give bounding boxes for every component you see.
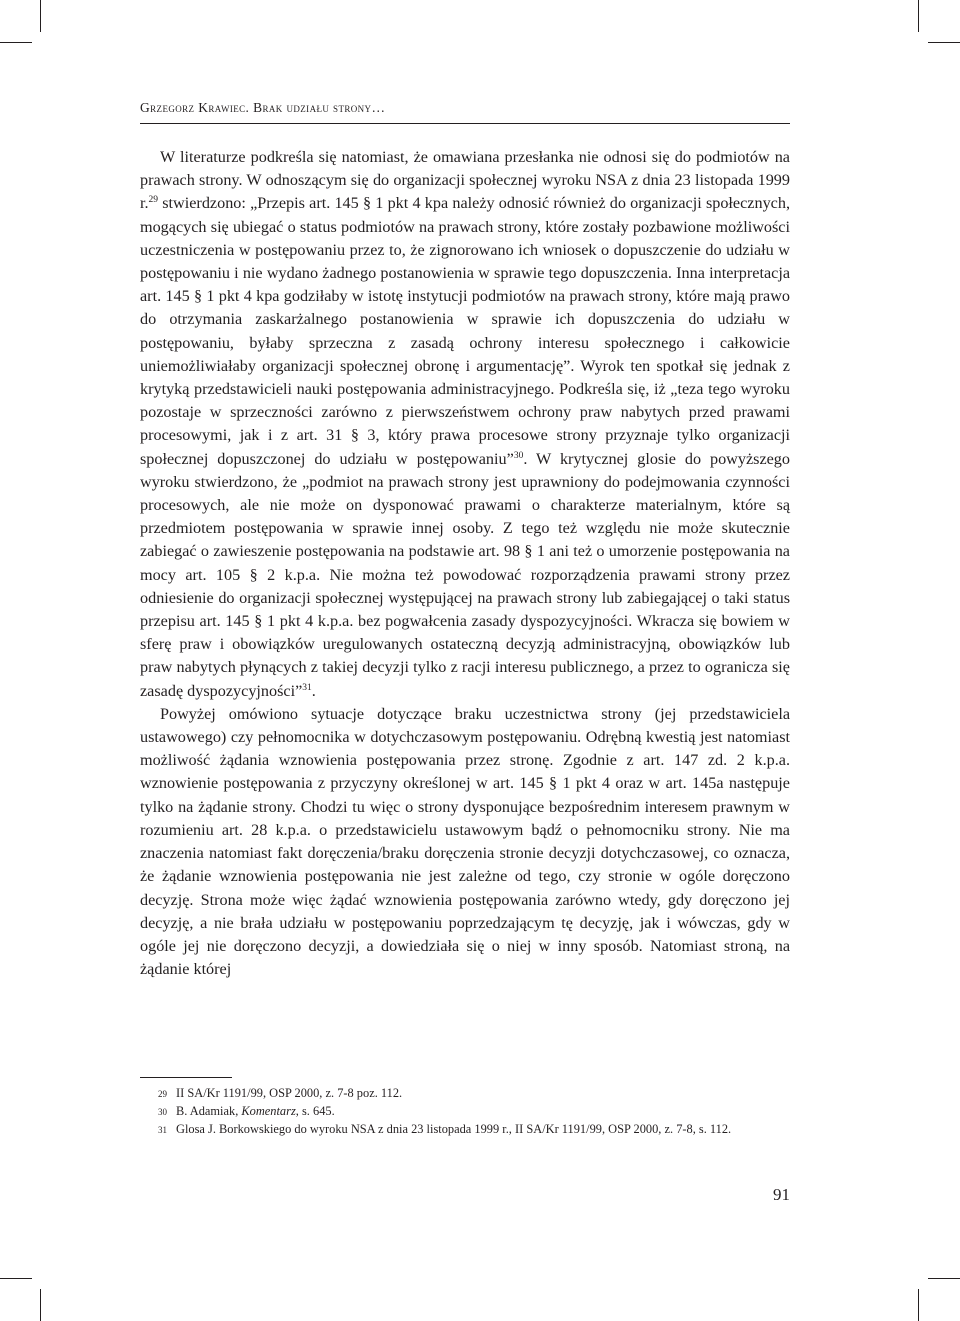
footnote-text [176,1103,335,1121]
footnote-number: 31 [158,1125,167,1135]
footnote [140,1085,790,1103]
header-rule [140,123,790,124]
crop-mark [0,42,32,43]
footnote-title: Komentarz [241,1104,296,1118]
text-run: W literaturze podkreśla się natomiast, że omawiana przesłanka nie odnosi się do podmiotów na prawach strony. W odnoszącym się do organizacji społecznej wyroku NSA z dnia 23 listopada 1999 r. [140,148,790,213]
footnote-text: II SA/Kr 1191/99, OSP 2000, z. 7-8 poz. 112. [176,1086,403,1100]
paragraph [140,146,790,703]
footnote-ref[interactable]: 30 [513,450,524,461]
footnote-number: 29 [158,1089,167,1099]
crop-mark [918,1289,919,1321]
text-run: . [311,681,316,700]
footnote-number: 30 [158,1107,167,1117]
body-text [140,146,790,981]
footnote-ref[interactable]: 31 [302,682,312,693]
footnotes [140,1085,790,1139]
paragraph: Powyżej omówiono sytuacje dotyczące braku uczestnictwa strony (jej przedstawiciela ustawowego) czy pełnomocnika w dotychczasowym postępowaniu. Odrębną kwestią jest natomiast możliwość żądania wznowienia postępowania przez stronę. Zgodnie z art. 147 zd. 2 k.p.a. wznowienie postępowania z przyczyny określonej w art. 145 § 1 pkt 4 oraz w art. 145a następuje tylko na żądanie strony. Chodzi tu więc o strony dysponujące bezpośrednim interesem prawnym w rozumieniu art. 28 k.p.a. o przedstawicielu ustawowym bądź o pełnomocniku strony. Nie ma znaczenia natomiast fakt doręczenia/braku doręczenia stronie decyzji dotychczasowej, co oznacza, że żądanie wznowienia postępowania nie jest zależne od tego, czy stronie w ogóle doręczono decyzję. Strona może więc żądać wznowienia postępowania zarówno wtedy, gdy doręczono jej decyzję, a nie brała udziału w postępowaniu poprzedzającym tę decyzję, jak i wówczas, gdy w ogóle jej nie doręczono decyzji, a dowiedziała się o niej w inny sposób. Natomiast stroną, na żądanie której [140,704,790,979]
footnote-ref[interactable]: 29 [148,195,159,206]
text-run: . W krytycznej glosie do powyższego wyroku stwierdzono, że „podmiot na prawach strony jest uprawniony do podejmowania czynności procesowych, ale nie może on dysponować prawami o charakterze materialnym, które są przedmiotem postępowania w sprawie innej osoby. Z tego też względu nie może skutecznie zabiegać o zawieszenie postępowania na podstawie art. 98 § 1 ani też o umorzenie postępowania na mocy art. 105 § 2 k.p.a. Nie można też powodować rozporządzenia prawami strony przez odniesienie do organizacji społecznej występującej na prawach strony lub zabiegającej o taki status przepisu art. 145 § 1 pkt 4 k.p.a. bez pogwałcenia zasady dyspozycyjności. Wkracza się bowiem w sferę praw i obowiązków uregulowanych ostateczną decyzją administracyjną, obowiązków lub praw nabytych płynących z takiej decyzji tylko z racji interesu publicznego, a przez to ogranicza się zasadę dyspozycyjności” [140,449,790,700]
crop-mark [0,1278,32,1279]
crop-mark [918,0,919,32]
text-run: stwierdzono: „Przepis art. 145 § 1 pkt 4 kpa należy odnosić również do organizacji społecznych, mogących się ubiegać o status podmiotów na prawach strony, które zostały pozbawione możliwości uczestniczenia w postępowaniu przez to, że zignorowano ich wniosek o dopuszczenie do udziału w postępowaniu i nie wydano żadnego postanowienia w sprawie tego dopuszczenia. Inna interpretacja art. 145 § 1 pkt 4 kpa godziłaby w istotę instytucji podmiotów na prawach strony, które mają prawo do otrzymania zaskarżalnego postanowienia w sprawie ich dopuszczenia do udziału w postępowaniu, byłaby sprzeczna z zasadą ochrony interesu społecznego i całkowicie uniemożliwiałaby organizacji społecznej obronę i argumentację”. Wyrok ten spotkał się jednak z krytyką przedstawicieli nauki postępowania administracyjnego. Podkreśla się, iż „teza tego wyroku pozostaje w sprzeczności zarówno z pierwszeństwem ochrony praw nabytych przed prawami procesowymi, jak i z art. 31 § 3, który prawa procesowe strony przyznaje tylko organizacji społecznej dopuszczonej do udziału w postępowaniu” [140,194,790,468]
page-number: 91 [773,1185,790,1204]
footnote-text: Glosa J. Borkowskiego do wyroku NSA z dnia 23 listopada 1999 r., II SA/Kr 1191/99, OSP 2000, z. 7-8, s. 112. [176,1122,732,1136]
footnote-page: , s. 645. [295,1104,335,1118]
footnote [140,1103,790,1121]
footnote-rule [140,1077,232,1078]
crop-mark [928,42,960,43]
footnote [140,1121,790,1139]
footnote-author: B. Adamiak, [176,1104,242,1118]
crop-mark [40,0,41,32]
running-head: Grzegorz Krawiec. Brak udziału strony… [140,100,386,115]
crop-mark [40,1289,41,1321]
crop-mark [928,1278,960,1279]
